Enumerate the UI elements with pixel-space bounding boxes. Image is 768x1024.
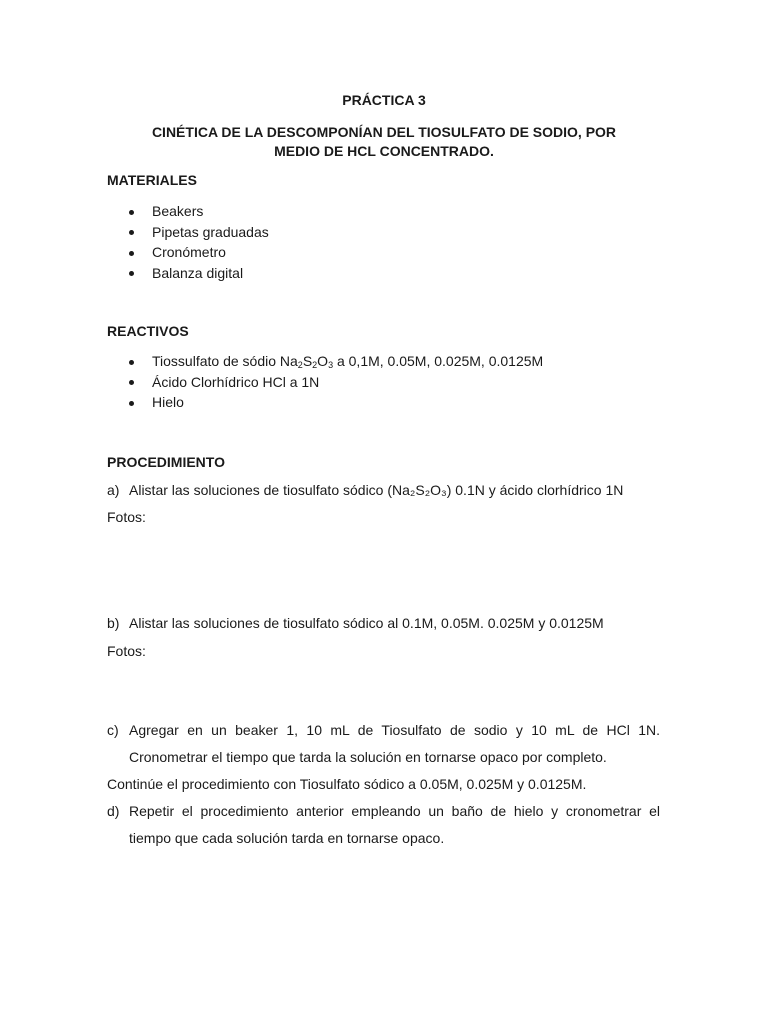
materiales-heading: MATERIALES [107,172,197,188]
step-a-label: a) [107,482,120,498]
list-item: Ácido Clorhídrico HCl a 1N [129,372,543,393]
step-b-fotos: Fotos: [107,643,146,659]
step-b-text: Alistar las soluciones de tiosulfato sódico al 0.1M, 0.05M. 0.025M y 0.0125M [129,615,604,631]
continue-text: Continúe el procedimiento con Tiosulfato sódico a 0.05M, 0.025M y 0.0125M. [107,776,587,792]
materiales-list [129,201,269,283]
step-c-line-1: Agregar en un beaker 1, 10 mL de Tiosulfato de sodio y 10 mL de HCl 1N. [129,722,660,738]
step-c-line-2: Cronometrar el tiempo que tarda la solución en tornarse opaco por completo. [129,749,607,765]
step-d-label: d) [107,803,120,819]
step-c-label: c) [107,722,119,738]
page-title: PRÁCTICA 3 [342,92,426,108]
procedimiento-heading: PROCEDIMIENTO [107,454,225,470]
list-item-tiosulfato: Tiossulfato de sódio $Na_2S_2O_3$ a 0,1M, 0.05M, 0.025M, 0.0125M [129,351,543,372]
reactivos-heading: REACTIVOS [107,323,189,339]
reactivos-list [129,351,543,413]
subtitle-line-1: CINÉTICA DE LA DESCOMPONÍAN DEL TIOSULFATO DE SODIO, POR [151,124,617,140]
list-item: Pipetas graduadas [129,222,269,243]
list-item: Balanza digital [129,263,269,284]
list-item: Beakers [129,201,269,222]
subtitle-line-2: MEDIO DE HCL CONCENTRADO. [274,143,494,159]
step-a-text: Alistar las soluciones de tiosulfato sódico (Na₂S₂O₃) 0.1N y ácido clorhídrico 1N [129,482,624,498]
step-d-line-1: Repetir el procedimiento anterior empleando un baño de hielo y cronometrar el [129,803,660,819]
list-item: Cronómetro [129,242,269,263]
step-a-fotos: Fotos: [107,509,146,525]
list-item: Hielo [129,392,543,413]
step-b-label: b) [107,615,120,631]
step-d-line-2: tiempo que cada solución tarda en tornarse opaco. [129,830,445,846]
